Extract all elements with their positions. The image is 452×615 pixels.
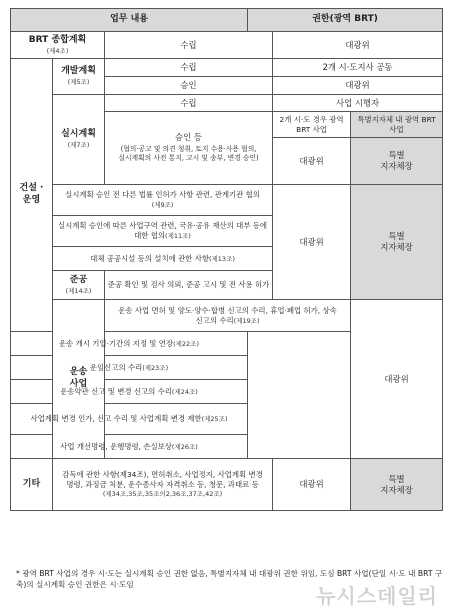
mid-item-3-ref: (제13조) bbox=[208, 254, 235, 263]
plan-ref: (제4조) bbox=[46, 46, 69, 55]
footnote: * 광역 BRT 사업의 경우 시·도는 실시계획 승인 권한 없음, 특별지자체 내 대광위 권한 위임, 도심 BRT 사업(단일 시·도 내 BRT 구축)의 실시계획 승인 권한은 시·도임 bbox=[16, 569, 443, 590]
dev-plan-action-1: 수립 bbox=[105, 59, 273, 77]
header-task: 업무 내용 bbox=[11, 9, 248, 32]
plan-title-cell bbox=[11, 32, 105, 59]
other-item-ref: (제34조,35조,35조의2,36조,37조,42조) bbox=[102, 490, 223, 499]
transport-item-5-ref: (제25조) bbox=[201, 415, 228, 423]
mid-item-2-text: 실시계획 승인에 따른 사업구역 관련, 국유·공유 재산의 대부 등에 대한 협의 bbox=[57, 221, 268, 240]
transport-item-4-text: 운송약관 신고 및 변경 신고의 수리 bbox=[60, 386, 172, 396]
exec-plan-establish: 수립 bbox=[105, 95, 273, 112]
dev-plan-authority-2: 대광위 bbox=[273, 77, 443, 95]
transport-item-3-ref: (제23조) bbox=[142, 363, 169, 372]
exec-plan-cell bbox=[53, 95, 105, 185]
transport-auth-a: 대광위 bbox=[351, 300, 443, 459]
exec-plan-establish-authority: 사업 시행자 bbox=[273, 95, 443, 112]
mid-item-1-text: 실시계획 승인 전 다른 법률 인허가 사항 관련, 관계기관 협의 bbox=[65, 190, 260, 200]
completion-title: 준공 bbox=[69, 274, 88, 285]
other-auth-a: 대광위 bbox=[273, 459, 351, 511]
exec-subhead-b: 특별지자체 내 광역 BRT 사업 bbox=[351, 112, 443, 138]
dev-plan-authority-1: 2개 시·도지사 공동 bbox=[273, 59, 443, 77]
transport-item-2-text: 운송 개시 기일·기간의 지정 및 연장 bbox=[59, 338, 174, 348]
exec-subhead-a: 2개 시·도 경우 광역 BRT 사업 bbox=[273, 112, 351, 138]
group-other: 기타 bbox=[11, 459, 53, 511]
plan-title: BRT 종합계획 bbox=[28, 34, 87, 45]
exec-approval-cell bbox=[105, 112, 273, 185]
plan-action: 수립 bbox=[105, 32, 273, 59]
transport-item-1-ref: (제19조) bbox=[233, 316, 260, 325]
mid-item-1-ref: (제9조) bbox=[151, 201, 174, 209]
transport-item-2-ref: (제22조) bbox=[173, 339, 199, 348]
transport-item-6-ref: (제26조) bbox=[171, 442, 198, 451]
exec-approval-detail: (협의·공고 및 의견 청취, 토지 수용·사용 협의, 실시계획의 사전 통지, 고시 및 송부, 변경 승인) bbox=[118, 145, 259, 163]
transport-item-2 bbox=[11, 332, 248, 356]
transport-item-6-text: 사업 개선명령, 운행명령, 손실보상 bbox=[60, 441, 172, 451]
mid-item-3-text: 대체 공공시설 등의 설치에 관한 사항 bbox=[90, 253, 209, 263]
exec-plan-ref: (제7조) bbox=[67, 141, 90, 150]
completion-ref: (제14조) bbox=[65, 286, 92, 295]
dev-plan-cell bbox=[53, 59, 105, 95]
mid-auth-a: 대광위 bbox=[273, 185, 351, 300]
transport-item-1 bbox=[105, 300, 351, 332]
transport-item-3 bbox=[11, 356, 248, 380]
dev-plan-title: 개발계획 bbox=[61, 66, 96, 77]
mid-item-3 bbox=[53, 247, 273, 271]
header-authority: 권한(광역 BRT) bbox=[248, 9, 443, 32]
other-item bbox=[53, 459, 273, 511]
exec-auth-a: 대광위 bbox=[273, 138, 351, 185]
transport-item-3-text: 운임신고의 수리 bbox=[89, 362, 143, 372]
exec-plan-title: 실시계획 bbox=[61, 129, 96, 140]
mid-auth-b: 특별 지자체장 bbox=[351, 185, 443, 300]
other-auth-b: 특별 지자체장 bbox=[351, 459, 443, 511]
transport-item-4-ref: (제24조) bbox=[171, 387, 198, 396]
completion-detail: 준공 확인 및 검사 의뢰, 준공 고시 및 전 사용 허가 bbox=[105, 271, 273, 300]
exec-auth-b: 특별 지자체장 bbox=[351, 138, 443, 185]
transport-item-6 bbox=[11, 435, 248, 459]
completion-cell bbox=[53, 271, 105, 300]
watermark-logo: 뉴시스데일리 bbox=[316, 584, 438, 608]
transport-item-1-text: 운송 사업 면허 및 양도·양수·합병 신고의 수리, 휴업·폐업 허가, 상속 신고의 수리 bbox=[118, 305, 337, 325]
other-item-text: 감독에 관한 사항(제34조), 면허취소, 사업정지, 사업계획 변경 명령, 과징금 처분, 운수종사자 자격취소 등, 청문, 과태료 등 bbox=[62, 469, 263, 489]
dev-plan-action-2: 승인 bbox=[105, 77, 273, 95]
exec-approval-title: 승인 등 bbox=[175, 132, 202, 143]
brt-authority-table bbox=[10, 8, 443, 511]
group-transport: 운송 사업 bbox=[53, 300, 105, 459]
group-construction: 건설 · 운영 bbox=[11, 59, 53, 332]
plan-authority: 대광위 bbox=[273, 32, 443, 59]
mid-item-2 bbox=[53, 216, 273, 247]
dev-plan-ref: (제5조) bbox=[67, 78, 90, 87]
mid-item-2-ref: (제11조) bbox=[165, 232, 191, 240]
transport-item-5-text: 사업계획 변경 인가, 신고 수리 및 사업계획 변경 제한 bbox=[30, 414, 202, 423]
transport-item-5 bbox=[11, 404, 248, 435]
mid-item-1 bbox=[53, 185, 273, 216]
transport-item-4 bbox=[11, 380, 248, 404]
